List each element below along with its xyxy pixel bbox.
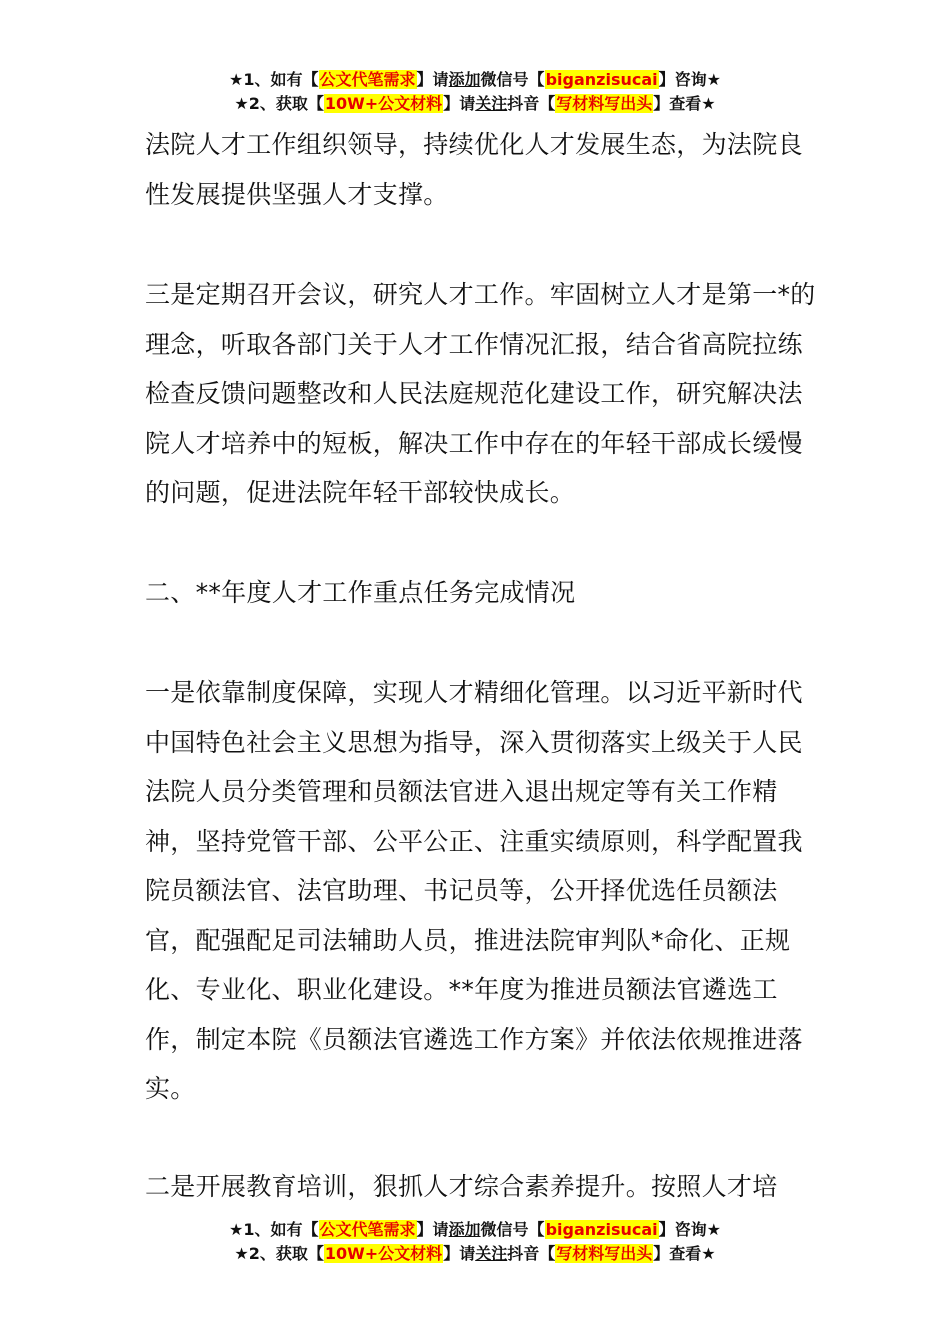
banner-line-1	[0, 1218, 950, 1242]
top-banner	[0, 68, 950, 116]
banner-text: 微信号【	[480, 1220, 545, 1239]
highlight-wechat-id: biganzisucai	[545, 1220, 658, 1239]
highlight-materials: 10W+公文材料	[324, 94, 443, 113]
underlined-text: 添加	[448, 1220, 481, 1239]
banner-text: 】咨询★	[658, 1220, 721, 1239]
banner-text: 】咨询★	[658, 70, 721, 89]
paragraph-1: 法院人才工作组织领导，持续优化人才发展生态，为法院良性发展提供坚强人才支撑。	[145, 130, 803, 209]
paragraph-2: 三是定期召开会议，研究人才工作。牢固树立人才是第一*的理念，听取各部门关于人才工作情况汇报，结合省高院拉练检查反馈问题整改和人民法庭规范化建设工作，研究解决法院人才培养中的短板，解决工作中存在的年轻干部成长缓慢的问题，促进法院年轻干部较快成长。	[145, 280, 816, 507]
banner-text: 抖音【	[507, 1244, 556, 1263]
banner-text: 】请	[443, 1244, 476, 1263]
highlight-douyin: 写材料写出头	[556, 94, 653, 113]
banner-text: 抖音【	[507, 94, 556, 113]
highlight-service: 公文代笔需求	[319, 70, 416, 89]
banner-line-2	[0, 92, 950, 116]
banner-text: ★1、如有【	[229, 70, 319, 89]
underlined-text: 关注	[475, 1244, 508, 1263]
underlined-text: 关注	[475, 94, 508, 113]
banner-line-2	[0, 1242, 950, 1266]
banner-text: 】请	[416, 70, 449, 89]
banner-text: 】请	[443, 94, 476, 113]
underlined-text: 添加	[448, 70, 481, 89]
banner-line-1	[0, 68, 950, 92]
banner-text: ★1、如有【	[229, 1220, 319, 1239]
banner-text: 】请	[416, 1220, 449, 1239]
highlight-douyin: 写材料写出头	[556, 1244, 653, 1263]
banner-text: ★2、获取【	[234, 94, 324, 113]
banner-text: 】查看★	[653, 1244, 716, 1263]
paragraph-4: 二是开展教育培训，狠抓人才综合素养提升。按照人才培	[145, 1172, 778, 1201]
banner-text: 】查看★	[653, 94, 716, 113]
highlight-service: 公文代笔需求	[319, 1220, 416, 1239]
highlight-wechat-id: biganzisucai	[545, 70, 658, 89]
section-heading: 二、**年度人才工作重点任务完成情况	[145, 578, 576, 607]
bottom-banner	[0, 1218, 950, 1266]
paragraph-3: 一是依靠制度保障，实现人才精细化管理。以习近平新时代中国特色社会主义思想为指导，深入贯彻落实上级关于人民法院人员分类管理和员额法官进入退出规定等有关工作精神，坚持党管干部、公平公正、注重实绩原则，科学配置我院员额法官、法官助理、书记员等，公开择优选任员额法官，配强配足司法辅助人员，推进法院审判队*命化、正规化、专业化、职业化建设。**年度为推进员额法官遴选工作，制定本院《员额法官遴选工作方案》并依法依规推进落实。	[145, 678, 803, 1103]
highlight-materials: 10W+公文材料	[324, 1244, 443, 1263]
banner-text: 微信号【	[480, 70, 545, 89]
banner-text: ★2、获取【	[234, 1244, 324, 1263]
